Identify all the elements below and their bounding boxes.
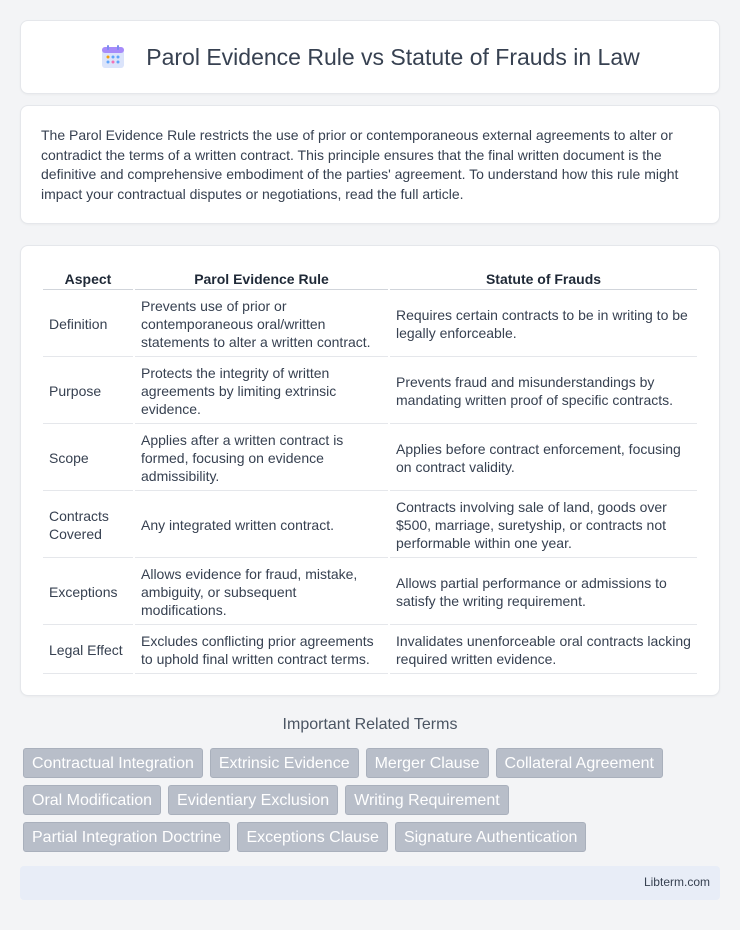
aspect-cell: Definition xyxy=(43,292,133,357)
header-parol-evidence-rule: Parol Evidence Rule xyxy=(135,268,388,290)
intro-paragraph: The Parol Evidence Rule restricts the use of prior or contemporaneous external agreements to alter or contradict the terms of a written contract. This principle ensures that the final written document is the definitive and comprehensive embodiment of the parties' agreement. To understand how this rule might impact your contractual disputes or negotiations, read the full article. xyxy=(41,127,679,202)
tag-collateral-agreement[interactable]: Collateral Agreement xyxy=(496,748,663,778)
table-row xyxy=(43,292,697,357)
footer-site-link[interactable]: Libterm.com xyxy=(643,875,710,889)
tag-writing-requirement[interactable]: Writing Requirement xyxy=(345,785,509,815)
tag-signature-authentication[interactable]: Signature Authentication xyxy=(395,822,586,852)
tag-merger-clause[interactable]: Merger Clause xyxy=(366,748,489,778)
parol-cell: Any integrated written contract. xyxy=(135,493,388,558)
title-wrap xyxy=(100,44,639,71)
intro-card xyxy=(20,105,720,224)
statute-cell: Allows partial performance or admissions to satisfy the writing requirement. xyxy=(390,560,697,625)
tag-evidentiary-exclusion[interactable]: Evidentiary Exclusion xyxy=(168,785,338,815)
footer xyxy=(20,866,720,900)
table-row xyxy=(43,627,697,674)
tag-exceptions-clause[interactable]: Exceptions Clause xyxy=(237,822,388,852)
table-row xyxy=(43,560,697,625)
aspect-cell: Purpose xyxy=(43,359,133,424)
tag-extrinsic-evidence[interactable]: Extrinsic Evidence xyxy=(210,748,359,778)
related-terms-title: Important Related Terms xyxy=(282,716,458,733)
statute-cell: Prevents fraud and misunderstandings by mandating written proof of specific contracts. xyxy=(390,359,697,424)
parol-cell: Protects the integrity of written agreements by limiting extrinsic evidence. xyxy=(135,359,388,424)
aspect-cell: Scope xyxy=(43,426,133,491)
page-title: Parol Evidence Rule vs Statute of Frauds in Law xyxy=(146,43,640,70)
aspect-cell: Exceptions xyxy=(43,560,133,625)
tag-contractual-integration[interactable]: Contractual Integration xyxy=(23,748,203,778)
tag-oral-modification[interactable]: Oral Modification xyxy=(23,785,161,815)
statute-cell: Applies before contract enforcement, focusing on contract validity. xyxy=(390,426,697,491)
comparison-table xyxy=(41,266,699,676)
calendar-grid-icon xyxy=(100,44,126,70)
table-row xyxy=(43,359,697,424)
header-card xyxy=(20,20,720,94)
parol-cell: Applies after a written contract is formed, focusing on evidence admissibility. xyxy=(135,426,388,491)
aspect-cell: Contracts Covered xyxy=(43,493,133,558)
table-row xyxy=(43,493,697,558)
statute-cell: Invalidates unenforceable oral contracts lacking required written evidence. xyxy=(390,627,697,674)
statute-cell: Requires certain contracts to be in writing to be legally enforceable. xyxy=(390,292,697,357)
table-header-row xyxy=(43,268,697,290)
comparison-table-card xyxy=(20,245,720,696)
tag-partial-integration-doctrine[interactable]: Partial Integration Doctrine xyxy=(23,822,230,852)
parol-cell: Allows evidence for fraud, mistake, ambiguity, or subsequent modifications. xyxy=(135,560,388,625)
aspect-cell: Legal Effect xyxy=(43,627,133,674)
statute-cell: Contracts involving sale of land, goods over $500, marriage, suretyship, or contracts not performable within one year. xyxy=(390,493,697,558)
parol-cell: Prevents use of prior or contemporaneous oral/written statements to alter a written contract. xyxy=(135,292,388,357)
table-row xyxy=(43,426,697,491)
related-terms-tags xyxy=(23,748,723,852)
header-statute-of-frauds: Statute of Frauds xyxy=(390,268,697,290)
header-aspect: Aspect xyxy=(43,268,133,290)
parol-cell: Excludes conflicting prior agreements to uphold final written contract terms. xyxy=(135,627,388,674)
